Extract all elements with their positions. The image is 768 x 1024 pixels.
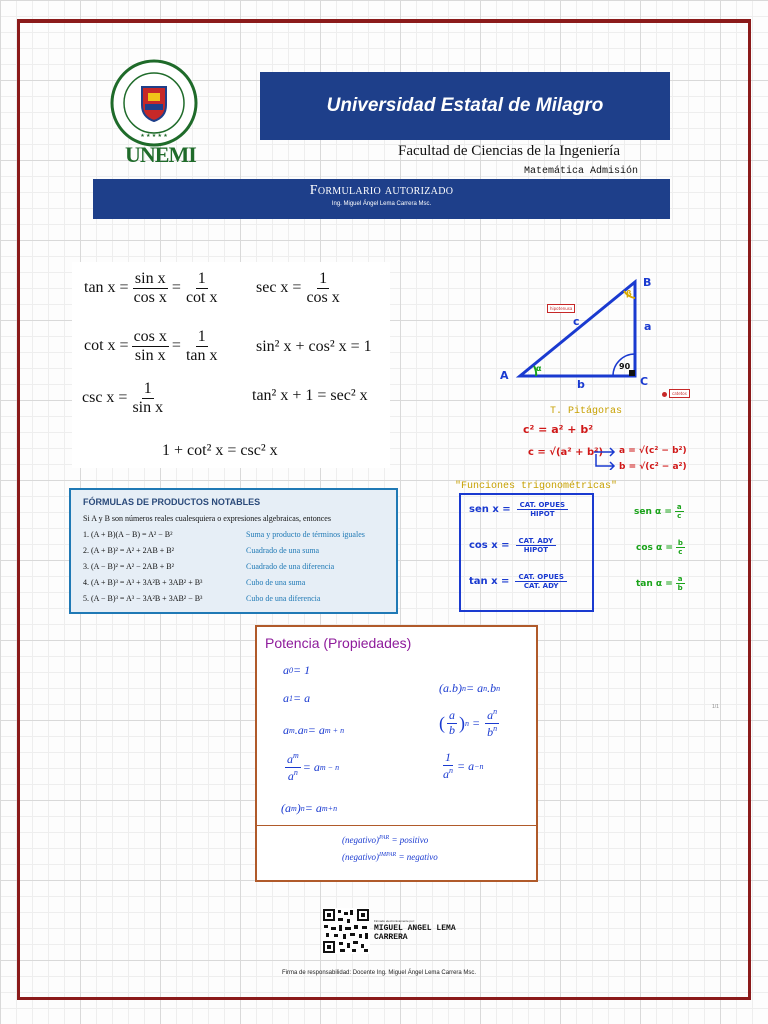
form-title: Formulario autorizado xyxy=(309,183,454,198)
svg-text:★ ★ ★ ★ ★: ★ ★ ★ ★ ★ xyxy=(140,134,168,139)
cos-alpha-green: cos α = $\frac{b}{c}$ xyxy=(636,539,683,556)
powers-title: Potencia (Propiedades) xyxy=(265,635,412,651)
notable-product-desc: Cubo de una diferencia xyxy=(246,594,321,603)
side-b-label: b xyxy=(577,378,585,391)
identity-cot: cot x = $\frac{\text{cos x}}{\text{sin x}}$ = $\frac{1}{\text{tan x}}$ xyxy=(84,328,218,364)
powers-divider xyxy=(257,825,536,826)
notable-product-desc: Cuadrado de una diferencia xyxy=(246,562,335,571)
notable-product-formula: 4. (A + B)³ = A³ + 3A²B + 3AB² + B³ xyxy=(83,578,203,587)
faculty-name: Facultad de Ciencias de la Ingeniería xyxy=(398,143,620,159)
powers-panel xyxy=(255,625,538,882)
notable-product-formula: 2. (A + B)² = A² + 2AB + B² xyxy=(83,546,175,555)
notable-product-formula: 1. (A + B)(A − B) = A² − B² xyxy=(83,530,173,539)
form-banner xyxy=(93,179,670,219)
cos-definition: cos x = CAT. ADY HIPOT xyxy=(469,537,556,554)
power-of-fraction: ( a b ) n = $\frac{a^n}{b^n}$ xyxy=(439,707,498,739)
power-quotient: $\frac{a^m}{a^n}$ = a m − n xyxy=(287,751,340,783)
notable-product-desc: Cuadrado de una suma xyxy=(246,546,320,555)
identity-pythagorean: sin² x + cos² x = 1 xyxy=(256,338,372,355)
trig-identities-panel xyxy=(72,262,390,468)
power-of-power: (a m ) n = a m+n xyxy=(281,801,338,815)
vertex-c-label: C xyxy=(640,375,649,388)
signature-name: MIGUEL ANGEL LEMA CARRERA xyxy=(374,924,456,942)
identity-tan: tan x = $\frac{\text{sin x}}{\text{cos x}}$ = $\frac{1}{\text{cot x}}$ xyxy=(84,270,218,306)
right-angle-label: 90 xyxy=(619,362,631,371)
page-number: 1/1 xyxy=(712,704,719,710)
legs-tag: catetos xyxy=(669,389,690,398)
power-negative-exponent: $\frac{1}{a^n}$ = a −n xyxy=(443,750,484,781)
hypotenuse-tag: hipotenusa xyxy=(547,304,575,313)
right-triangle-diagram xyxy=(500,270,650,390)
trig-functions-title: "Funciones trigonométricas" xyxy=(455,481,618,492)
notable-products-title: FÓRMULAS DE PRODUCTOS NOTABLES xyxy=(83,497,261,507)
identity-csc: csc x = $\frac{1}{\text{sin x}}$ xyxy=(82,380,164,416)
pythagoras-eq2: c = √(a² + b²) xyxy=(528,447,604,458)
pythagoras-eq4: b = √(c² − a²) xyxy=(619,462,687,472)
angle-beta-label: β xyxy=(626,289,632,298)
identity-sec: sec x = $\frac{1}{\text{cos x}}$ xyxy=(256,270,340,306)
tan-definition: tan x = CAT. OPUES CAT. ADY xyxy=(469,573,567,590)
vertex-a-label: A xyxy=(500,369,509,382)
negative-even-rule: (negativo)$^{PAR}$ = positivo xyxy=(342,835,429,845)
university-banner: Universidad Estatal de Milagro xyxy=(260,72,670,140)
notable-product-formula: 5. (A − B)³ = A³ − 3A²B + 3AB² − B³ xyxy=(83,594,203,603)
pythagoras-eq3: a = √(c² − b²) xyxy=(619,446,687,456)
notable-products-panel xyxy=(69,488,398,614)
notable-products-intro: Si A y B son números reales cualesquiera o expresiones algebraicas, entonces xyxy=(83,514,331,523)
legs-marker-dot xyxy=(662,392,667,397)
signature-caption: Firmado electrónicamente por: xyxy=(374,919,415,923)
power-one: a 1 = a xyxy=(283,691,311,705)
side-c-label: c xyxy=(573,315,580,328)
notable-product-desc: Suma y producto de términos iguales xyxy=(246,530,365,539)
tan-alpha-green: tan α = $\frac{a}{b}$ xyxy=(636,575,683,592)
sen-alpha-green: sen α = $\frac{a}{c}$ xyxy=(634,503,682,520)
power-of-product: (a.b) n = a n .b n xyxy=(439,681,501,695)
university-seal-icon xyxy=(107,59,201,151)
angle-alpha-label: α xyxy=(536,364,542,373)
pythagoras-title: T. Pitágoras xyxy=(550,406,623,417)
form-author: Ing. Miguel Ángel Lema Carrera Msc. xyxy=(331,201,432,207)
identity-tan-sec: tan² x + 1 = sec² x xyxy=(252,387,368,404)
sen-definition: sen x = CAT. OPUES HIPOT xyxy=(469,501,568,518)
qr-code-icon xyxy=(322,908,370,954)
unemi-logo: UNEMI xyxy=(125,142,196,167)
subject-name: Matemática Admisión xyxy=(524,166,639,177)
notable-product-desc: Cubo de una suma xyxy=(246,578,306,587)
identity-cot-csc: 1 + cot² x = csc² x xyxy=(162,442,278,459)
power-zero: a 0 = 1 xyxy=(283,663,311,677)
pythagoras-eq1: c² = a² + b² xyxy=(523,423,594,436)
vertex-b-label: B xyxy=(643,276,652,289)
power-product: a m .a n = a m + n xyxy=(283,723,345,737)
side-a-label: a xyxy=(644,320,652,333)
footer-responsibility: Firma de responsabilidad: Docente Ing. Miguel Ángel Lema Carrera Msc. xyxy=(282,970,477,976)
pythagoras-arrows xyxy=(592,446,618,470)
notable-product-formula: 3. (A − B)² = A² − 2AB + B² xyxy=(83,562,175,571)
negative-odd-rule: (negativo)$^{IMPAR}$ = negativo xyxy=(342,852,438,862)
trig-functions-box xyxy=(459,493,594,612)
